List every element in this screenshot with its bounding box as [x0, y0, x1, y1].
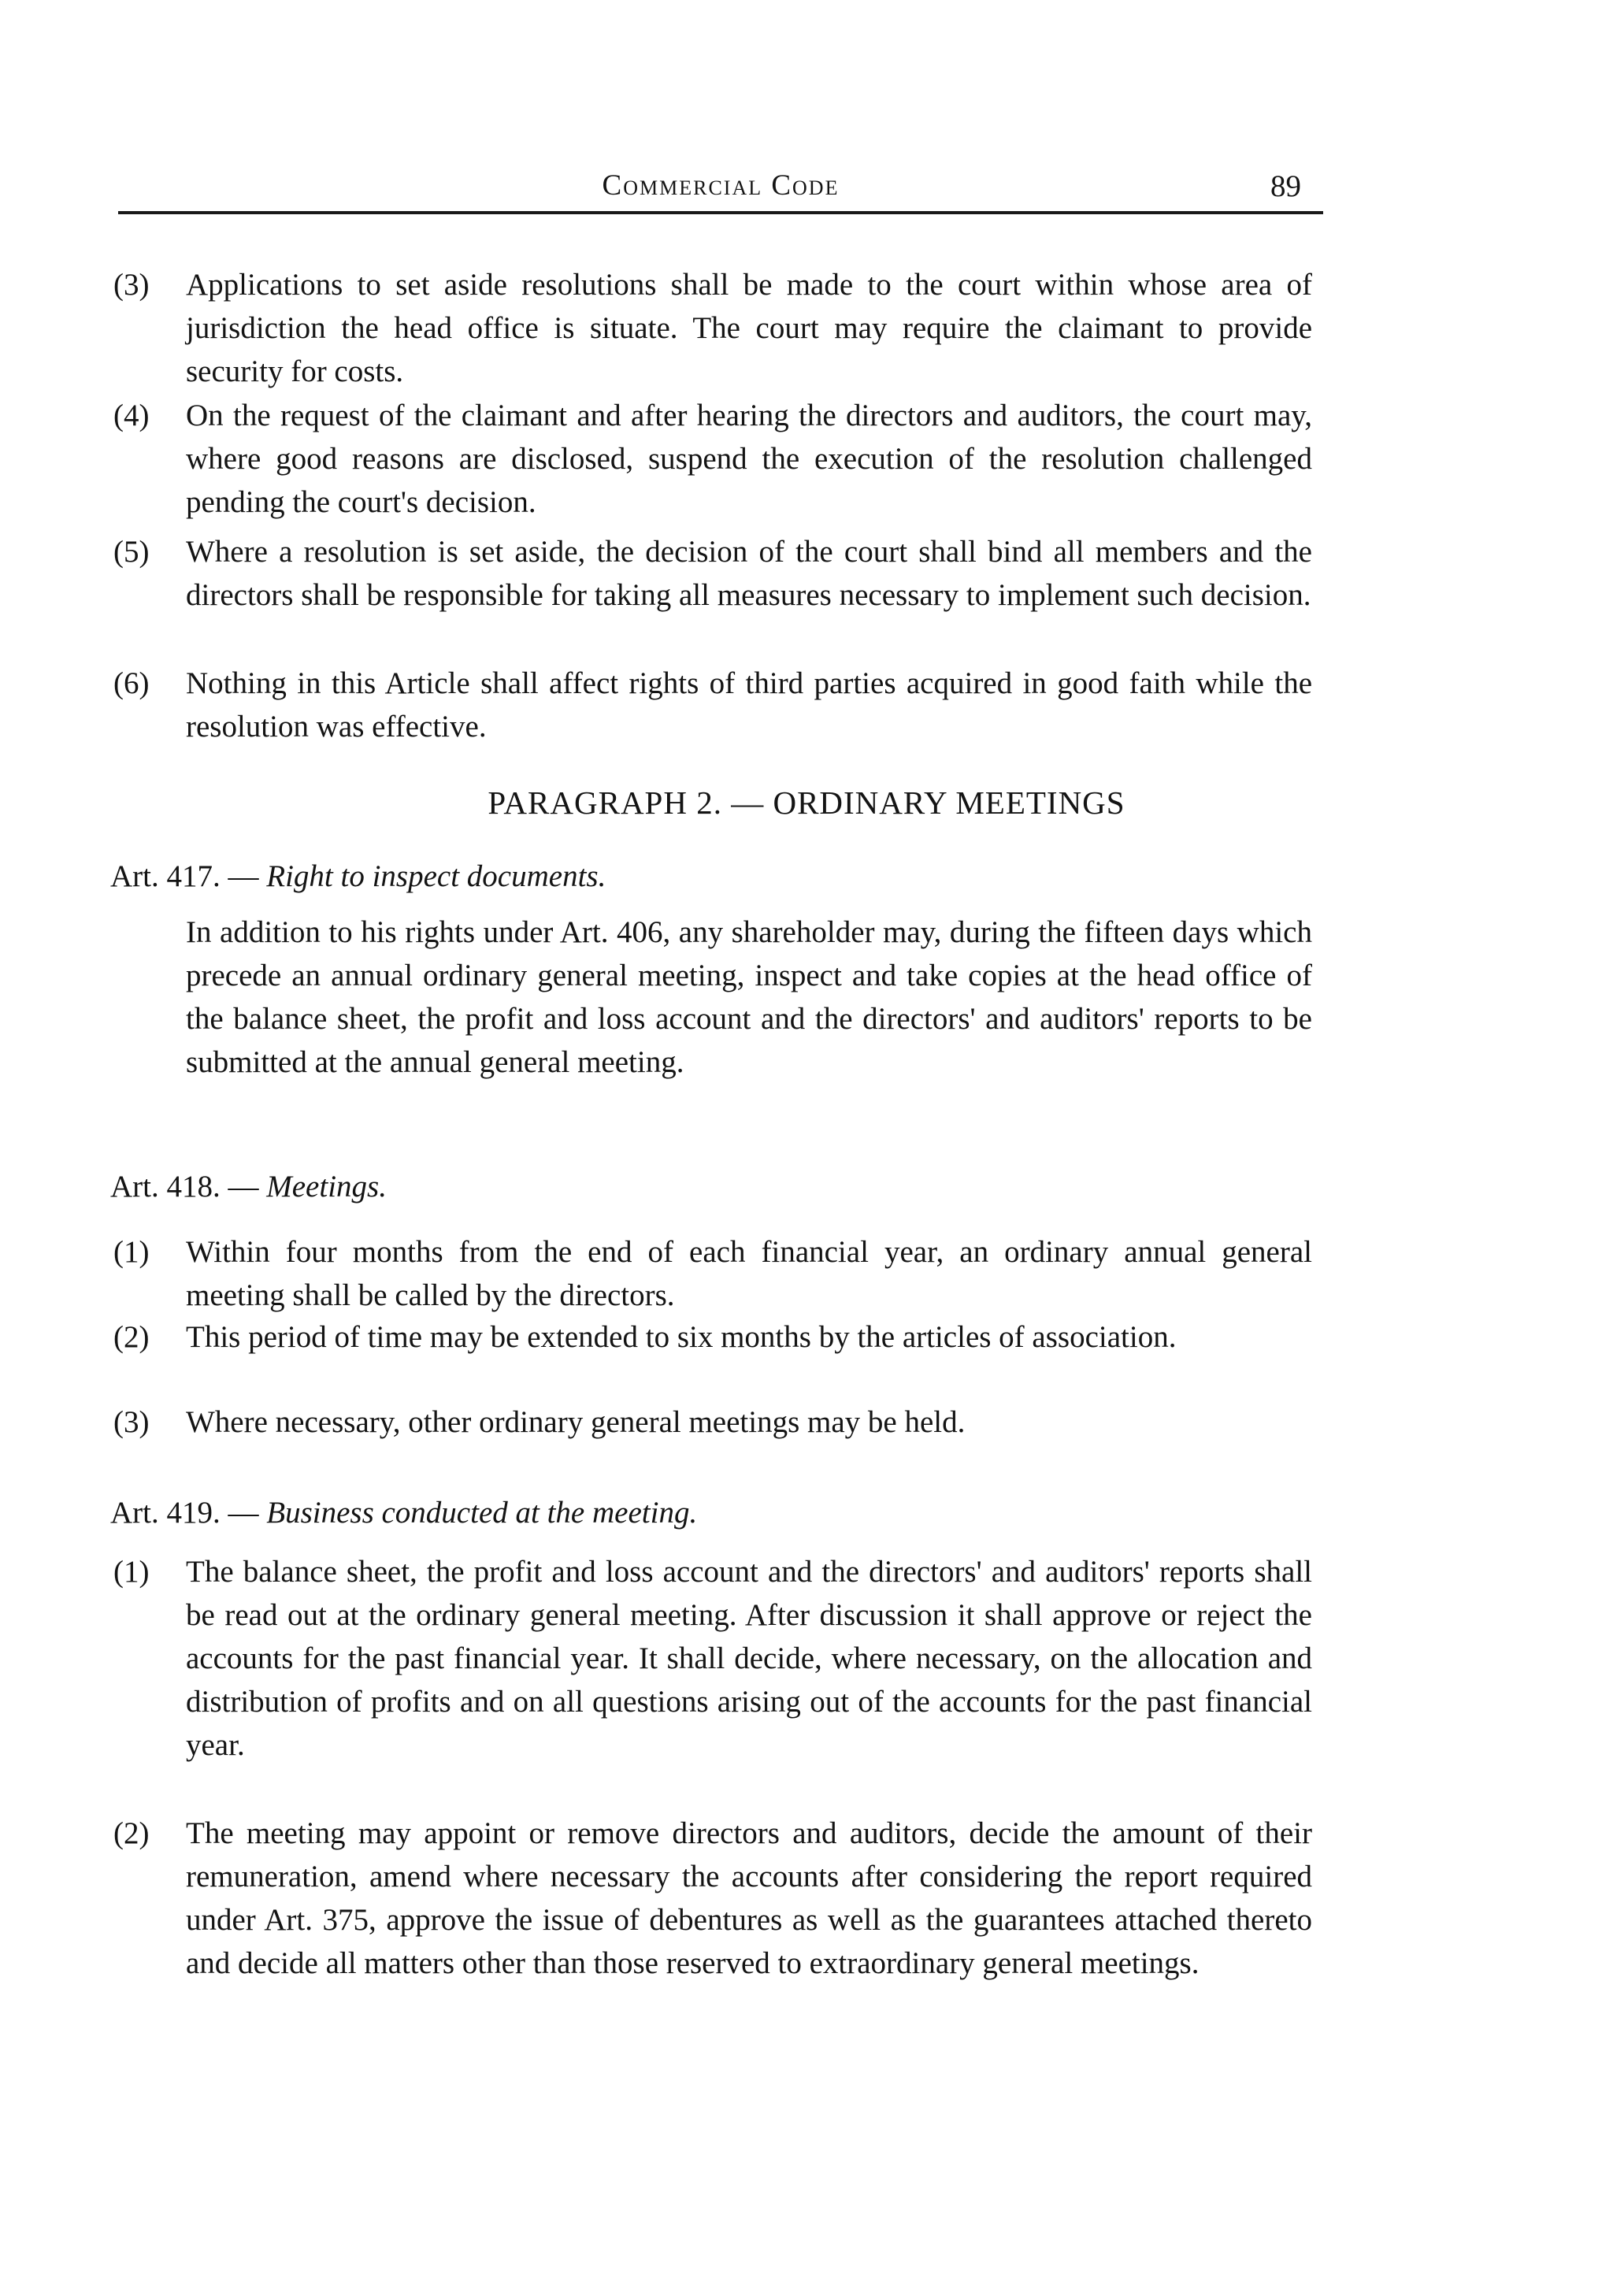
running-head: [118, 164, 1323, 214]
list-item: [113, 1315, 1312, 1359]
list-item: [113, 263, 1312, 393]
article-title: Meetings.: [266, 1170, 387, 1204]
item-text: Where a resolution is set aside, the decision of the court shall bind all members and the directors shall be responsible for taking all measures necessary to implement such decision.: [186, 535, 1312, 612]
item-text: Where necessary, other ordinary general meetings may be held.: [186, 1405, 966, 1439]
item-text: Applications to set aside resolutions shall be made to the court within whose area of jurisdiction the head office is situate. The court may require the claimant to provide security for costs.: [186, 268, 1312, 388]
paragraph-heading: PARAGRAPH 2. — ORDINARY MEETINGS: [488, 784, 1125, 821]
item-number: (3): [113, 268, 150, 302]
list-item: [113, 662, 1312, 748]
item-text: Nothing in this Article shall affect rights of third parties acquired in good faith while the resolution was effective.: [186, 666, 1312, 744]
item-number: (2): [113, 1816, 150, 1850]
item-text: This period of time may be extended to six months by the articles of association.: [186, 1320, 1177, 1354]
article-label: Art. 419. —: [110, 1496, 259, 1530]
item-number: (1): [113, 1555, 150, 1589]
article-text: In addition to his rights under Art. 406, any shareholder may, during the fifteen days which precede an annual ordinary general meeting, inspect and take copies at the head office of the balance sheet, the profit and loss account and the directors' and auditors' reports to be submitted at the annual general meeting.: [186, 915, 1312, 1079]
list-item: [113, 394, 1312, 524]
item-text: On the request of the claimant and after hearing the directors and auditors, the court may, where good reasons are disclosed, suspend the execution of the resolution challenged pending the court's decision.: [186, 399, 1312, 519]
page-number: 89: [1270, 169, 1301, 203]
article-label: Art. 417. —: [110, 859, 259, 893]
item-number: (1): [113, 1235, 150, 1269]
item-number: (6): [113, 666, 150, 700]
list-item: [113, 1400, 1312, 1444]
item-text: Within four months from the end of each financial year, an ordinary annual general meeting shall be called by the directors.: [186, 1235, 1312, 1312]
list-item: [113, 1550, 1312, 1767]
item-number: (4): [113, 399, 150, 432]
article-title: Right to inspect documents.: [266, 859, 606, 893]
list-item: [113, 1230, 1312, 1317]
article-heading: [110, 1495, 697, 1530]
article-title: Business conducted at the meeting.: [266, 1496, 698, 1530]
item-text: The balance sheet, the profit and loss account and the directors' and auditors' reports shall be read out at the ordinary general meeting. After discussion it shall approve or reject the accounts for the past financial year. It shall decide, where necessary, on the allocation and distribution of profits and on all questions arising out of the accounts for the past financial year.: [186, 1555, 1312, 1762]
item-number: (2): [113, 1320, 150, 1354]
item-text: The meeting may appoint or remove directors and auditors, decide the amount of their remuneration, amend where necessary the accounts after considering the report required under Art. 375, approve the issue of debentures as well as the guarantees attached thereto and decide all matters other than those reserved to extraordinary general meetings.: [186, 1816, 1312, 1980]
article-heading: [110, 859, 606, 894]
item-number: (3): [113, 1405, 150, 1439]
item-number: (5): [113, 535, 150, 569]
running-head-title: Commercial Code: [602, 169, 840, 202]
list-item: [113, 530, 1312, 617]
article-label: Art. 418. —: [110, 1170, 259, 1204]
article-heading: [110, 1169, 387, 1204]
list-item: [113, 1812, 1312, 1985]
